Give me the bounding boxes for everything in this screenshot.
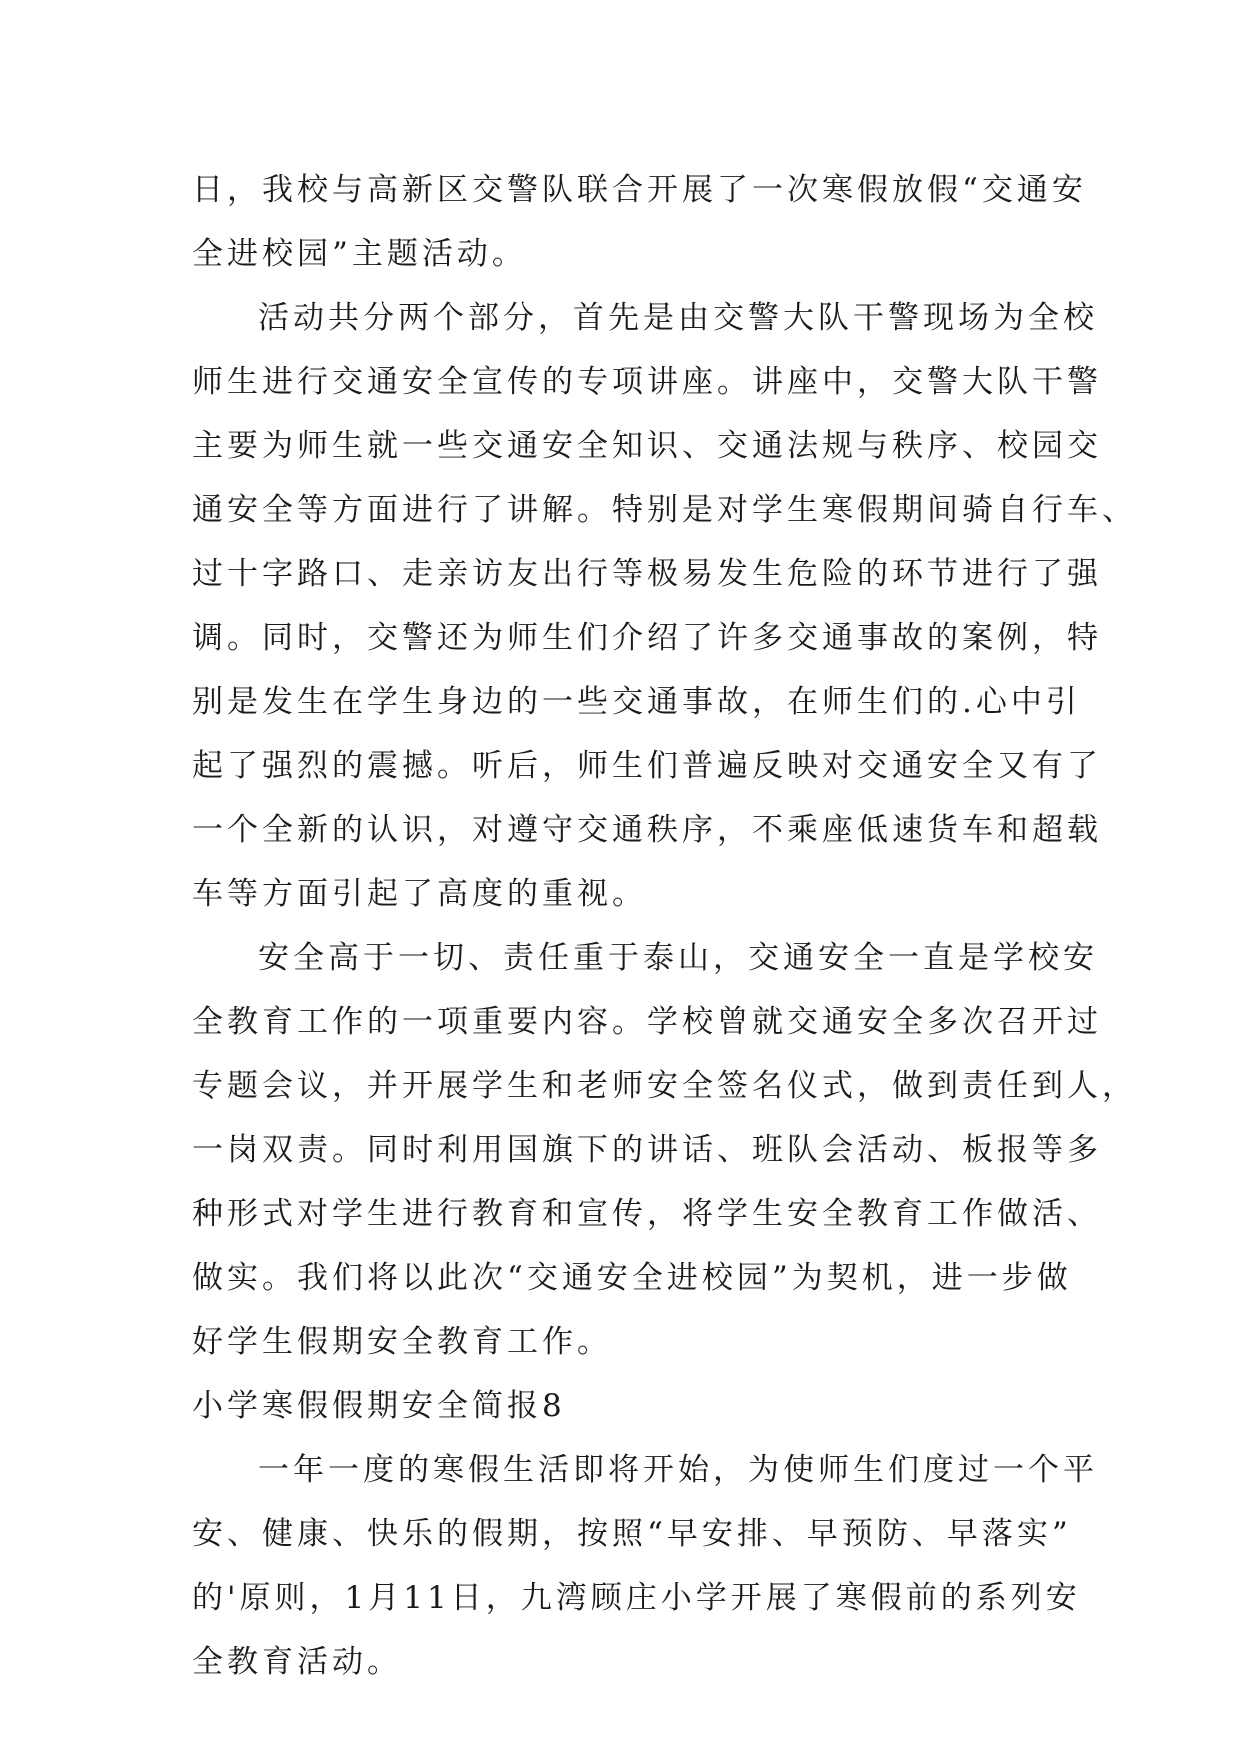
text-line: 师生进行交通安全宣传的专项讲座。讲座中，交警大队干警 bbox=[192, 364, 1102, 400]
text-line: 车等方面引起了高度的重视。 bbox=[192, 876, 647, 912]
text-line: 一年一度的寒假生活即将开始，为使师生们度过一个平 bbox=[258, 1452, 1098, 1488]
text-line: 安、健康、快乐的假期，按照“早安排、早预防、早落实” bbox=[192, 1516, 1072, 1552]
paragraph-winter-break-intro bbox=[192, 1438, 1098, 1694]
text-line: 一岗双责。同时利用国旗下的讲话、班队会活动、板报等多 bbox=[192, 1132, 1102, 1168]
text-line: 的'原则，1月11日，九湾顾庄小学开展了寒假前的系列安 bbox=[192, 1580, 1081, 1616]
text-line: 主要为师生就一些交通安全知识、交通法规与秩序、校园交 bbox=[192, 428, 1102, 464]
text-line: 种形式对学生进行教育和宣传，将学生安全教育工作做活、 bbox=[192, 1196, 1102, 1232]
text-line: 好学生假期安全教育工作。 bbox=[192, 1324, 612, 1360]
text-line: 调。同时，交警还为师生们介绍了许多交通事故的案例，特 bbox=[192, 620, 1102, 656]
text-line: 专题会议，并开展学生和老师安全签名仪式，做到责任到人， bbox=[192, 1068, 1137, 1104]
text-line: 别是发生在学生身边的一些交通事故，在师生们的.心中引 bbox=[192, 684, 1081, 720]
text-line: 全教育活动。 bbox=[192, 1644, 402, 1680]
text-line: 日，我校与高新区交警队联合开展了一次寒假放假“交通安 bbox=[192, 172, 1087, 208]
document-body bbox=[192, 158, 1137, 1694]
text-line: 起了强烈的震撼。听后，师生们普遍反映对交通安全又有了 bbox=[192, 748, 1102, 784]
text-line: 通安全等方面进行了讲解。特别是对学生寒假期间骑自行车、 bbox=[192, 492, 1137, 528]
paragraph-activity-description bbox=[192, 286, 1137, 926]
paragraph-safety-importance bbox=[192, 926, 1137, 1374]
text-line: 过十字路口、走亲访友出行等极易发生危险的环节进行了强 bbox=[192, 556, 1102, 592]
section-heading bbox=[192, 1374, 1057, 1438]
text-line: 安全高于一切、责任重于泰山，交通安全一直是学校安 bbox=[258, 940, 1098, 976]
heading-text: 小学寒假假期安全简报8 bbox=[192, 1388, 566, 1424]
paragraph-continuation bbox=[192, 158, 1087, 286]
text-line: 做实。我们将以此次“交通安全进校园”为契机，进一步做 bbox=[192, 1260, 1072, 1296]
text-line: 活动共分两个部分，首先是由交警大队干警现场为全校 bbox=[258, 300, 1098, 336]
text-line: 一个全新的认识，对遵守交通秩序，不乘座低速货车和超载 bbox=[192, 812, 1102, 848]
text-line: 全进校园”主题活动。 bbox=[192, 236, 527, 272]
text-line: 全教育工作的一项重要内容。学校曾就交通安全多次召开过 bbox=[192, 1004, 1102, 1040]
